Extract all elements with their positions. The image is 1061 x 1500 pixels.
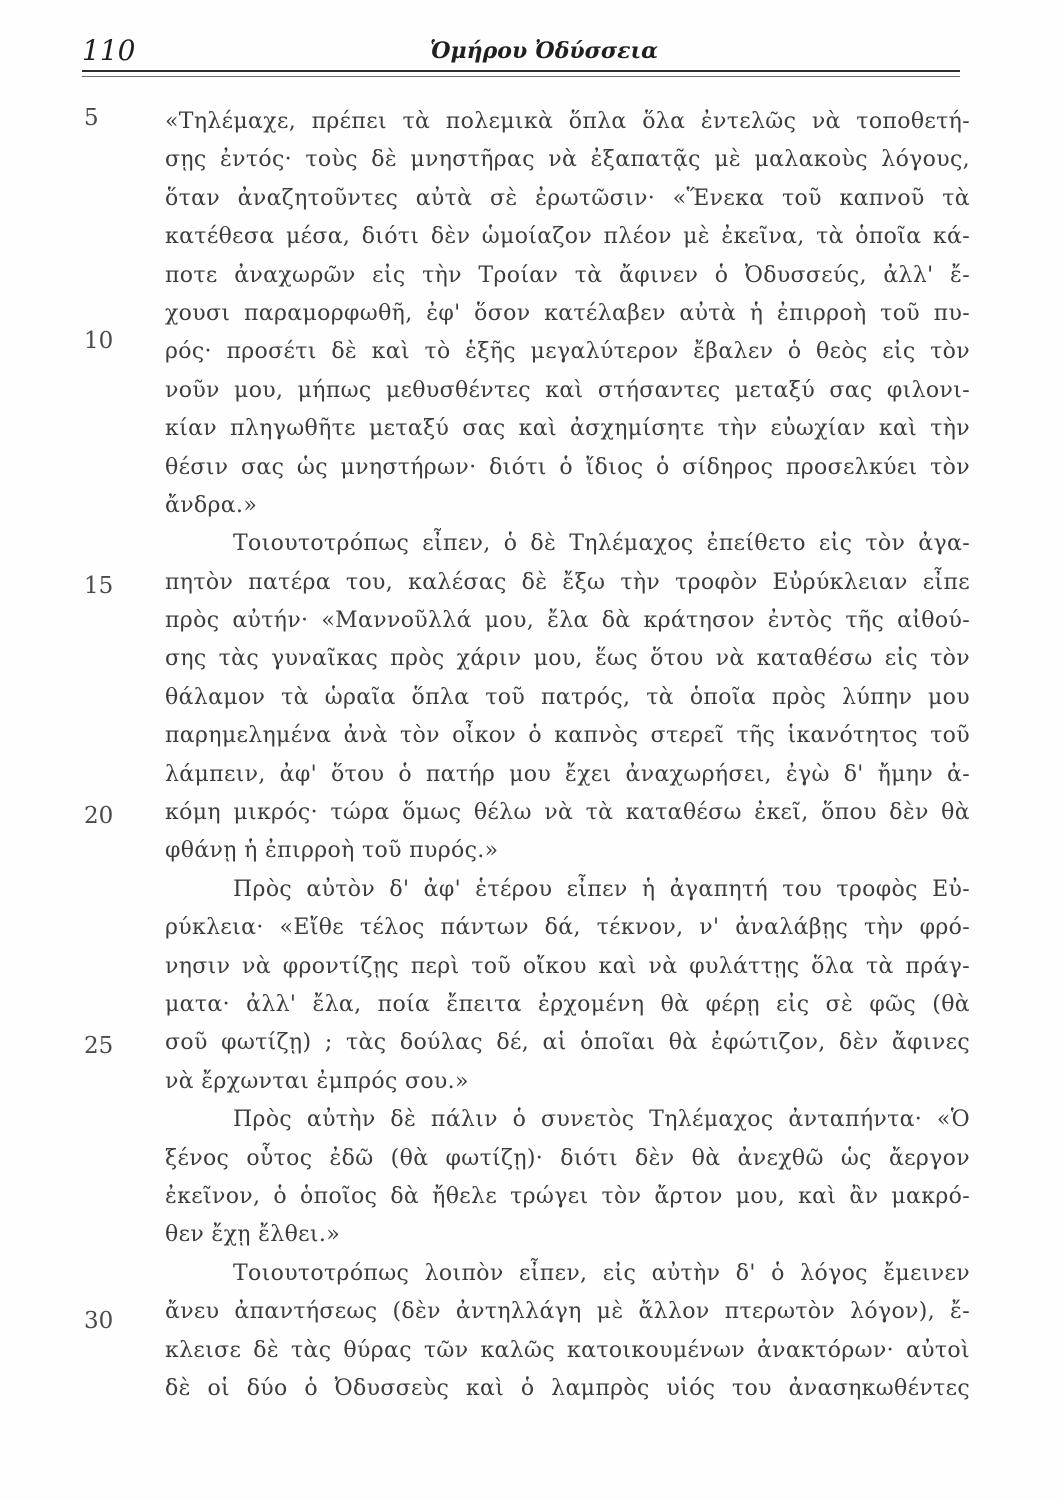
text-line: θέσιν σας ὡς μνηστήρων· διότι ὁ ἴδιος ὁ σίδηρος προσελκύει τὸν [165,454,970,480]
text-line: Τοιουτοτρόπως εἶπεν, ὁ δὲ Τηλέμαχος ἐπείθετο εἰς τὸν ἀγα- [233,531,970,557]
text-line: ποτε ἀναχωρῶν εἰς τὴν Τροίαν τὰ ἄφινεν ὁ Ὀδυσσεύς, ἀλλ' ἔ- [165,262,970,288]
text-line: ρός· προσέτι δὲ καὶ τὸ ἑξῆς μεγαλύτερον ἔβαλεν ὁ θεὸς εἰς τὸν [165,339,970,365]
text-line: «Τηλέμαχε, πρέπει τὰ πολεμικὰ ὅπλα ὅλα ἐντελῶς νὰ τοποθετή- [165,109,970,134]
text-line: ματα· ἀλλ' ἔλα, ποία ἔπειτα ἐρχομένη θὰ φέρῃ εἰς σὲ φῶς (θὰ [165,991,970,1017]
text-line: ὅταν ἀναζητοῦντες αὐτὰ σὲ ἐρωτῶσιν· «Ἕνεκα τοῦ καπνοῦ τὰ [165,185,970,211]
body-text [165,103,970,1408]
text-line: θεν ἔχῃ ἔλθει.» [165,1222,341,1248]
header-rule-thick [82,70,960,72]
text-line: κατέθεσα μέσα, διότι δὲν ὡμοίαζον πλέον μὲ ἐκεῖνα, τὰ ὁποῖα κά- [165,224,970,250]
text-line: ἄνευ ἀπαντήσεως (δὲν ἀντηλλάγη μὲ ἄλλον πτερωτὸν λόγον), ἔ- [165,1299,970,1325]
text-line: σης τὰς γυναῖκας πρὸς χάριν μου, ἕως ὅτου νὰ καταθέσω εἰς τὸν [165,646,970,672]
line-number: 15 [84,573,114,599]
text-line: παρημελημένα ἀνὰ τὸν οἶκον ὁ καπνὸς στερεῖ τῆς ἱκανότητος τοῦ [165,723,970,749]
text-line: πρὸς αὐτήν· «Μαννοῦλλά μου, ἔλα δὰ κράτησον ἐντὸς τῆς αἰθού- [165,608,970,634]
page-header [82,34,962,74]
text-line: νοῦν μου, μήπως μεθυσθέντες καὶ στήσαντες μεταξύ σας φιλονι- [165,377,970,403]
text-line: Τοιουτοτρόπως λοιπὸν εἶπεν, εἰς αὐτὴν δ' ὁ λόγος ἔμεινεν [233,1260,970,1286]
line-number: 10 [84,328,114,354]
text-line: σοῦ φωτίζῃ) ; τὰς δούλας δέ, αἱ ὁποῖαι θὰ ἐφώτιζον, δὲν ἄφινες [165,1030,970,1056]
text-line: νὰ ἔρχωνται ἐμπρός σου.» [165,1068,469,1094]
text-line: χουσι παραμορφωθῆ, ἐφ' ὅσον κατέλαβεν αὐτὰ ἡ ἐπιρροὴ τοῦ πυ- [165,300,970,326]
text-line: ρύκλεια· «Εἴθε τέλος πάντων δά, τέκνον, ν' ἀναλάβῃς τὴν φρό- [165,915,970,941]
text-line: ἐκεῖνον, ὁ ὁποῖος δὰ ἤθελε τρώγει τὸν ἄρτον μου, καὶ ἂν μακρό- [165,1183,970,1209]
text-line: κλεισε δὲ τὰς θύρας τῶν καλῶς κατοικουμένων ἀνακτόρων· αὐτοὶ [165,1337,970,1363]
header-rule-thin [82,76,960,77]
line-number: 30 [84,1308,114,1334]
text-line: σῃς ἐντός· τοὺς δὲ μνηστῆρας νὰ ἐξαπατᾷς μὲ μαλακοὺς λόγους, [165,147,970,173]
text-line: νησιν νὰ φροντίζῃς περὶ τοῦ οἴκου καὶ νὰ φυλάττῃς ὅλα τὰ πράγ- [165,953,970,979]
text-line: ἄνδρα.» [165,492,258,518]
text-line: θάλαμον τὰ ὡραῖα ὅπλα τοῦ πατρός, τὰ ὁποῖα πρὸς λύπην μου [165,684,970,710]
page-number: 110 [82,34,136,67]
running-title: Ὁμήρου Ὀδύσσεια [430,38,659,64]
line-number-margin [0,0,140,1500]
text-line: λάμπειν, ἀφ' ὅτου ὁ πατήρ μου ἔχει ἀναχωρήσει, ἐγὼ δ' ἤμην ἀ- [165,761,970,787]
text-line: Πρὸς αὐτὸν δ' ἀφ' ἑτέρου εἶπεν ἡ ἀγαπητή του τροφὸς Εὐ- [233,876,970,902]
line-number: 25 [84,1033,114,1059]
text-line: κίαν πληγωθῆτε μεταξύ σας καὶ ἀσχημίσητε τὴν εὐωχίαν καὶ τὴν [165,416,970,442]
text-line: ξένος οὗτος ἐδῶ (θὰ φωτίζῃ)· διότι δὲν θὰ ἀνεχθῶ ὡς ἄεργον [165,1145,970,1171]
line-number: 5 [84,105,99,131]
line-number: 20 [84,803,114,829]
text-line: φθάνῃ ἡ ἐπιρροὴ τοῦ πυρός.» [165,838,499,864]
text-line: δὲ οἱ δύο ὁ Ὀδυσσεὺς καὶ ὁ λαμπρὸς υἱός του ἀνασηκωθέντες [165,1375,970,1401]
text-line: κόμη μικρός· τώρα ὅμως θέλω νὰ τὰ καταθέσω ἐκεῖ, ὅπου δὲν θὰ [165,800,970,826]
text-line: Πρὸς αὐτὴν δὲ πάλιν ὁ συνετὸς Τηλέμαχος ἀνταπήντα· «Ὁ [233,1107,970,1133]
text-line: πητὸν πατέρα του, καλέσας δὲ ἔξω τὴν τροφὸν Εὐρύκλειαν εἶπε [165,569,970,595]
